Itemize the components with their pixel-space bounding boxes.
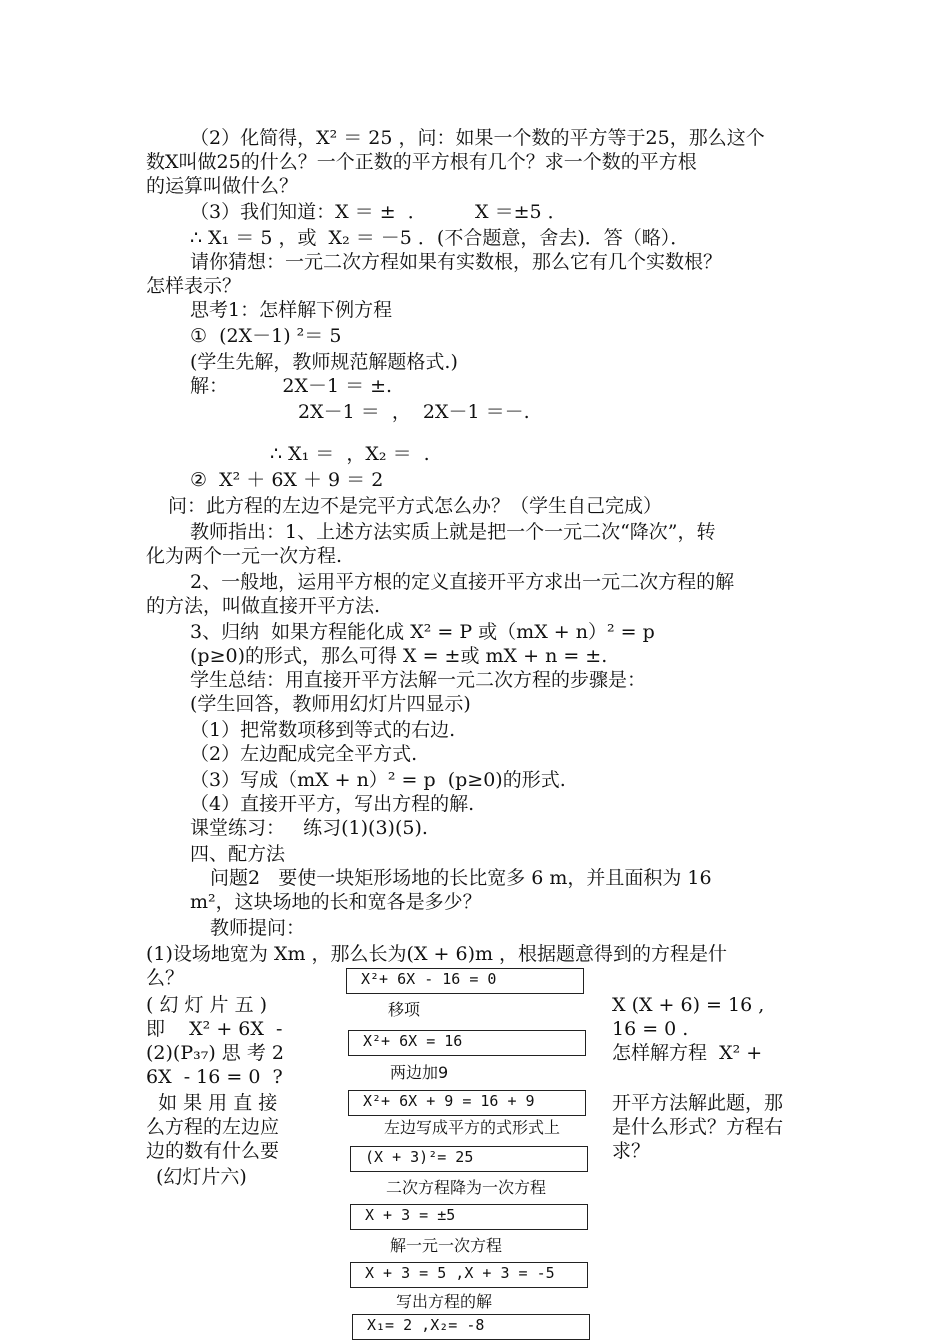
text-line: 问题2 要使一块矩形场地的长比宽多 6 m，并且面积为 16 — [210, 867, 712, 889]
text-line: 化为两个一元一次方程. — [146, 545, 343, 567]
left-column-line: (幻灯片六) — [156, 1166, 247, 1188]
flow-label: 写出方程的解 — [396, 1292, 493, 1311]
flow-label: 解一元一次方程 — [390, 1236, 503, 1255]
flow-box: X + 3 = ±5 — [350, 1204, 588, 1230]
text-line: 的运算叫做什么？ — [146, 175, 299, 197]
text-line: ② X² ＋ 6X ＋ 9 ＝ 2 — [190, 469, 384, 491]
text-line: m²，这块场地的长和宽各是多少？ — [190, 891, 482, 913]
text-line: 数X叫做25的什么？一个正数的平方根有几个？求一个数的平方根 — [146, 151, 697, 173]
text-line: 思考1：怎样解下例方程 — [190, 299, 393, 321]
text-line: 四、配方法 — [190, 843, 286, 865]
right-column-line: 开平方法解此题，那 — [612, 1092, 784, 1114]
text-line: 课堂练习： 练习(1)(3)(5). — [190, 817, 428, 839]
text-line: 2X－1 ＝ ， 2X－1 ＝－. — [298, 401, 530, 423]
text-line: 2、一般地，运用平方根的定义直接开平方求出一元二次方程的解 — [190, 571, 735, 593]
text-line: 么？ — [146, 967, 185, 989]
left-column-line: 如 果 用 直 接 — [146, 1092, 278, 1114]
text-line: （2）化简得，X² ＝ 25 ，问：如果一个数的平方等于25，那么这个 — [190, 127, 765, 149]
text-line: 教师指出：1、上述方法实质上就是把一个一元二次“降次”，转 — [190, 521, 716, 543]
text-line: （3）写成（mX + n）² = p (p≥0)的形式. — [190, 769, 566, 791]
flow-label: 二次方程降为一次方程 — [386, 1178, 547, 1197]
flow-box: X + 3 = 5 ,X + 3 = -5 — [350, 1262, 588, 1288]
text-line: (1)设场地宽为 Xm ，那么长为(X + 6)m ，根据题意得到的方程是什 — [146, 943, 728, 965]
text-line: ∴ X₁ ＝ ，X₂ ＝ . — [270, 443, 430, 465]
text-line: (学生回答，教师用幻灯片四显示) — [190, 693, 471, 715]
text-line: (p≥0)的形式，那么可得 X = ±或 mX + n = ±. — [190, 645, 608, 667]
text-line: （3）我们知道：X ＝ ± ． X ＝±5 ． — [190, 201, 567, 223]
text-line: 问：此方程的左边不是完平方式怎么办？（学生自己完成） — [168, 495, 663, 517]
left-column-line: 6X - 16 = 0 ? — [146, 1066, 283, 1088]
flow-box: X²+ 6X = 16 — [348, 1030, 586, 1056]
text-line: 怎样表示？ — [146, 275, 242, 297]
right-column-line: 怎样解方程 X² + — [612, 1042, 763, 1064]
left-column-line: (2)(P₃₇) 思 考 2 — [146, 1042, 284, 1064]
text-line: (学生先解，教师规范解题格式.) — [190, 351, 458, 373]
right-column-line: X (X + 6) = 16 , — [612, 994, 765, 1016]
text-line: ∴ X₁ ＝ 5 ，或 X₂ ＝ －5 ．(不合题意，舍去)．答（略）． — [190, 227, 690, 249]
text-line: 3、归纳 如果方程能化成 X² = P 或（mX + n）² = p — [190, 621, 655, 643]
text-line: ① (2X－1) ²＝ 5 — [190, 325, 342, 347]
left-column-line: 即 X² + 6X - — [146, 1018, 283, 1040]
left-column-line: 么方程的左边应 — [146, 1116, 280, 1138]
text-line: （1）把常数项移到等式的右边. — [190, 719, 456, 741]
flow-box: X²+ 6X + 9 = 16 + 9 — [348, 1090, 586, 1116]
right-column-line: 是什么形式？方程右 — [612, 1116, 784, 1138]
flow-label: 移项 — [388, 1000, 421, 1019]
text-line: 的方法，叫做直接开平方法. — [146, 595, 381, 617]
flow-label: 左边写成平方的式形式上 — [384, 1118, 561, 1137]
flow-box: X₁= 2 ,X₂= -8 — [352, 1314, 590, 1340]
right-column-line: 求？ — [612, 1140, 651, 1162]
text-line: （4）直接开平方，写出方程的解. — [190, 793, 475, 815]
flow-label: 两边加9 — [390, 1063, 449, 1082]
text-line: 学生总结：用直接开平方法解一元二次方程的步骤是： — [190, 669, 647, 691]
text-line: 解： 2X－1 ＝ ±. — [190, 375, 393, 397]
left-column-line: ( 幻 灯 片 五 ) — [146, 994, 268, 1016]
text-line: （2）左边配成完全平方式. — [190, 743, 418, 765]
text-line: 教师提问： — [210, 917, 306, 939]
right-column-line: 16 = 0 . — [612, 1018, 689, 1040]
flow-box: X²+ 6X - 16 = 0 — [346, 968, 584, 994]
flow-box: (X + 3)²= 25 — [350, 1146, 588, 1172]
left-column-line: 边的数有什么要 — [146, 1140, 280, 1162]
text-line: 请你猜想：一元二次方程如果有实数根，那么它有几个实数根？ — [190, 251, 723, 273]
